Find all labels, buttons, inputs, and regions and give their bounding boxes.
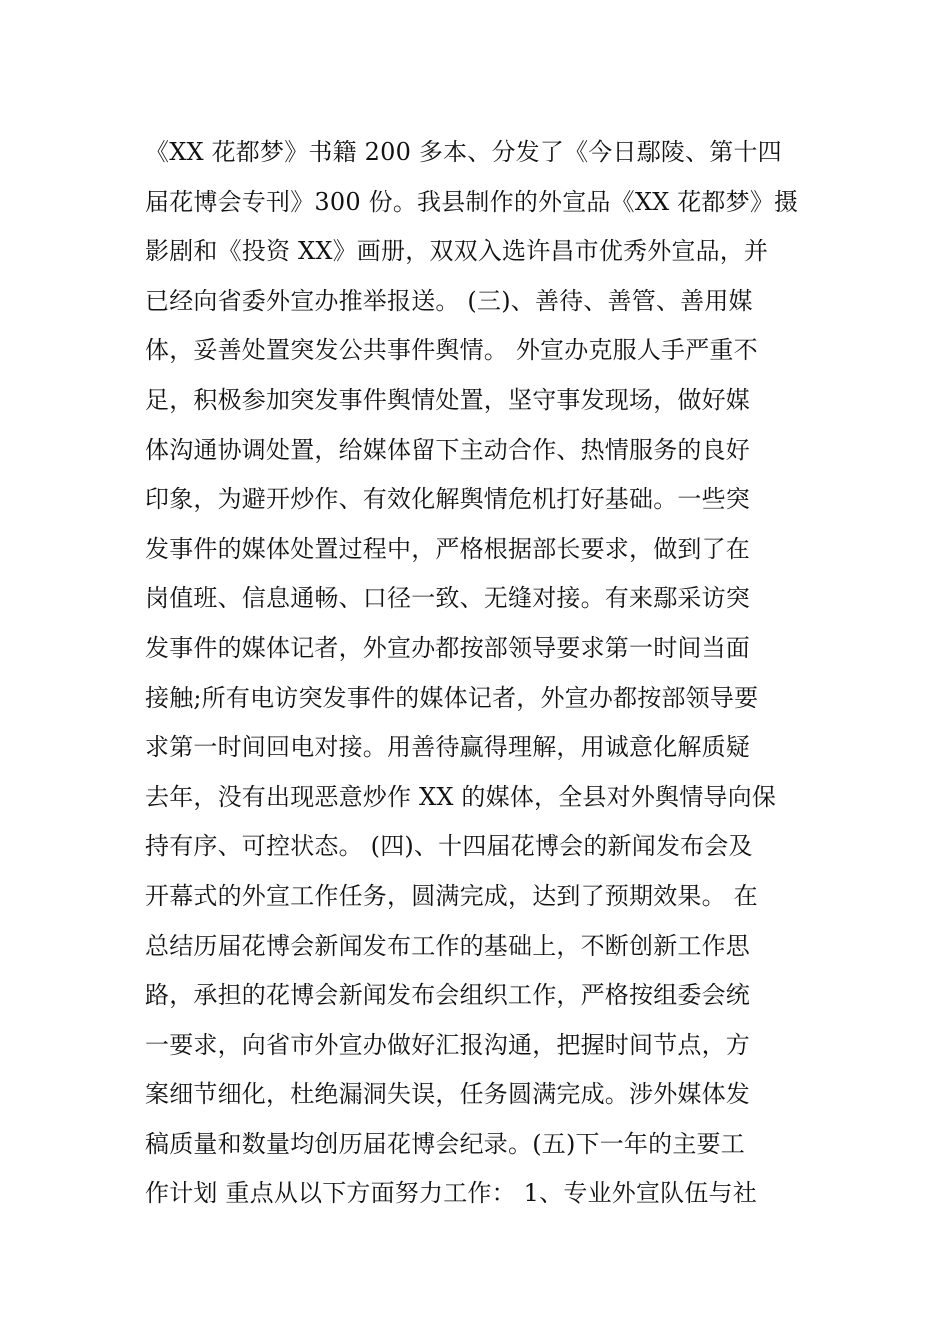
text-line: 总结历届花博会新闻发布工作的基础上，不断创新工作思 <box>145 931 750 960</box>
text-line: 发事件的媒体记者，外宣办都按部领导要求第一时间当面 <box>145 633 750 662</box>
text-line: 路，承担的花博会新闻发布会组织工作，严格按组委会统 <box>145 981 750 1010</box>
body-text <box>145 128 815 1219</box>
text-line: 开幕式的外宣工作任务，圆满完成，达到了预期效果。 在 <box>145 881 758 910</box>
text-line: 作计划 重点从以下方面努力工作： 1、专业外宣队伍与社 <box>145 1179 757 1208</box>
text-line: 届花博会专刊》300 份。我县制作的外宣品《XX 花都梦》摄 <box>145 187 799 216</box>
text-line: 持有序、可控状态。 (四)、十四届花博会的新闻发布会及 <box>145 832 753 861</box>
text-line: 体，妥善处置突发公共事件舆情。 外宣办克服人手严重不 <box>145 336 758 365</box>
text-line: 一要求，向省市外宣办做好汇报沟通，把握时间节点，方 <box>145 1030 750 1059</box>
text-line: 印象，为避开炒作、有效化解舆情危机打好基础。一些突 <box>145 485 750 514</box>
text-line: 稿质量和数量均创历届花博会纪录。(五)下一年的主要工 <box>145 1129 745 1158</box>
text-line: 求第一时间回电对接。用善待赢得理解，用诚意化解质疑 <box>145 733 750 762</box>
text-line: 足，积极参加突发事件舆情处置，坚守事发现场，做好媒 <box>145 385 750 414</box>
text-line: 接触;所有电访突发事件的媒体记者，外宣办都按部领导要 <box>145 683 759 712</box>
text-line: 案细节细化，杜绝漏洞失误，任务圆满完成。涉外媒体发 <box>145 1080 750 1109</box>
text-line: 《XX 花都梦》书籍 200 多本、分发了《今日鄢陵、第十四 <box>145 138 782 166</box>
text-line: 去年，没有出现恶意炒作 XX 的媒体，全县对外舆情导向保 <box>145 782 777 811</box>
text-line: 影剧和《投资 XX》画册，双双入选许昌市优秀外宣品，并 <box>145 237 769 266</box>
text-line: 体沟通协调处置，给媒体留下主动合作、热情服务的良好 <box>145 435 750 464</box>
text-line: 发事件的媒体处置过程中，严格根据部长要求，做到了在 <box>145 534 750 563</box>
text-line: 岗值班、信息通畅、口径一致、无缝对接。有来鄢采访突 <box>145 584 750 613</box>
text-line: 已经向省委外宣办推举报送。 (三)、善待、善管、善用媒 <box>145 286 753 315</box>
